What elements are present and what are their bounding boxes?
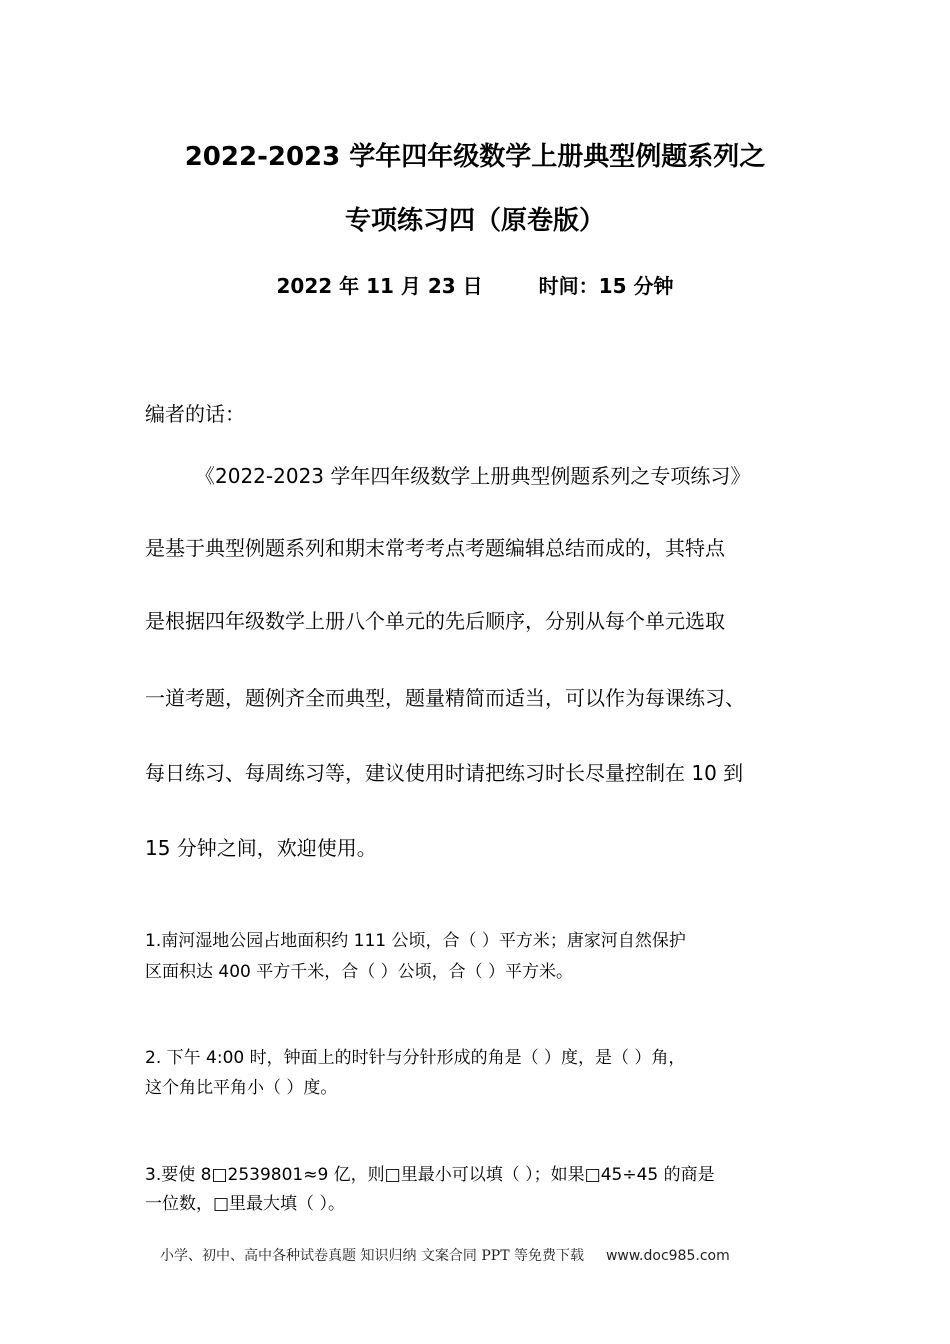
question-3-line-2: 一位数，□里最大填（ ）。 xyxy=(145,1194,345,1214)
intro-heading: 编者的话： xyxy=(145,402,245,426)
question-2-line-2: 这个角比平角小（ ）度。 xyxy=(145,1078,338,1098)
date-time-row xyxy=(0,270,950,299)
question-2-line-1: 2. 下午 4:00 时，钟面上的时针与分针形成的角是（ ）度，是（ ）角， xyxy=(145,1048,686,1068)
title-line-1: 2022-2023 学年四年级数学上册典型例题系列之 xyxy=(184,142,766,172)
exam-date: 2022 年 11 月 23 日 xyxy=(276,274,483,298)
intro-line: 《2022-2023 学年四年级数学上册典型例题系列之专项练习》 xyxy=(195,464,751,488)
intro-line: 一道考题，题例齐全而典型，题量精简而适当，可以作为每课练习、 xyxy=(145,686,745,710)
question-3-line-1: 3.要使 8□2539801≈9 亿，则□里最小可以填（ ）；如果□45÷45 的商是 xyxy=(145,1165,715,1185)
intro-line: 15 分钟之间，欢迎使用。 xyxy=(145,836,377,860)
footer xyxy=(160,1245,730,1265)
title-line-2: 专项练习四（原卷版） xyxy=(344,206,605,236)
question-1-line-1: 1.南河湿地公园占地面积约 111 公顷，合（ ）平方米；唐家河自然保护 xyxy=(145,931,686,951)
footer-text: 小学、初中、高中各种试卷真题 知识归纳 文案合同 PPT 等免费下载 xyxy=(160,1248,584,1264)
intro-line: 是基于典型例题系列和期末常考考点考题编辑总结而成的，其特点 xyxy=(145,536,725,560)
question-1-line-2: 区面积达 400 平方千米，合（ ）公顷，合（ ）平方米。 xyxy=(145,962,574,982)
footer-url[interactable]: www.doc985.com xyxy=(605,1248,730,1264)
exam-duration: 时间：15 分钟 xyxy=(538,274,674,298)
intro-line: 是根据四年级数学上册八个单元的先后顺序，分别从每个单元选取 xyxy=(145,609,725,633)
intro-line: 每日练习、每周练习等，建议使用时请把练习时长尽量控制在 10 到 xyxy=(145,761,744,785)
